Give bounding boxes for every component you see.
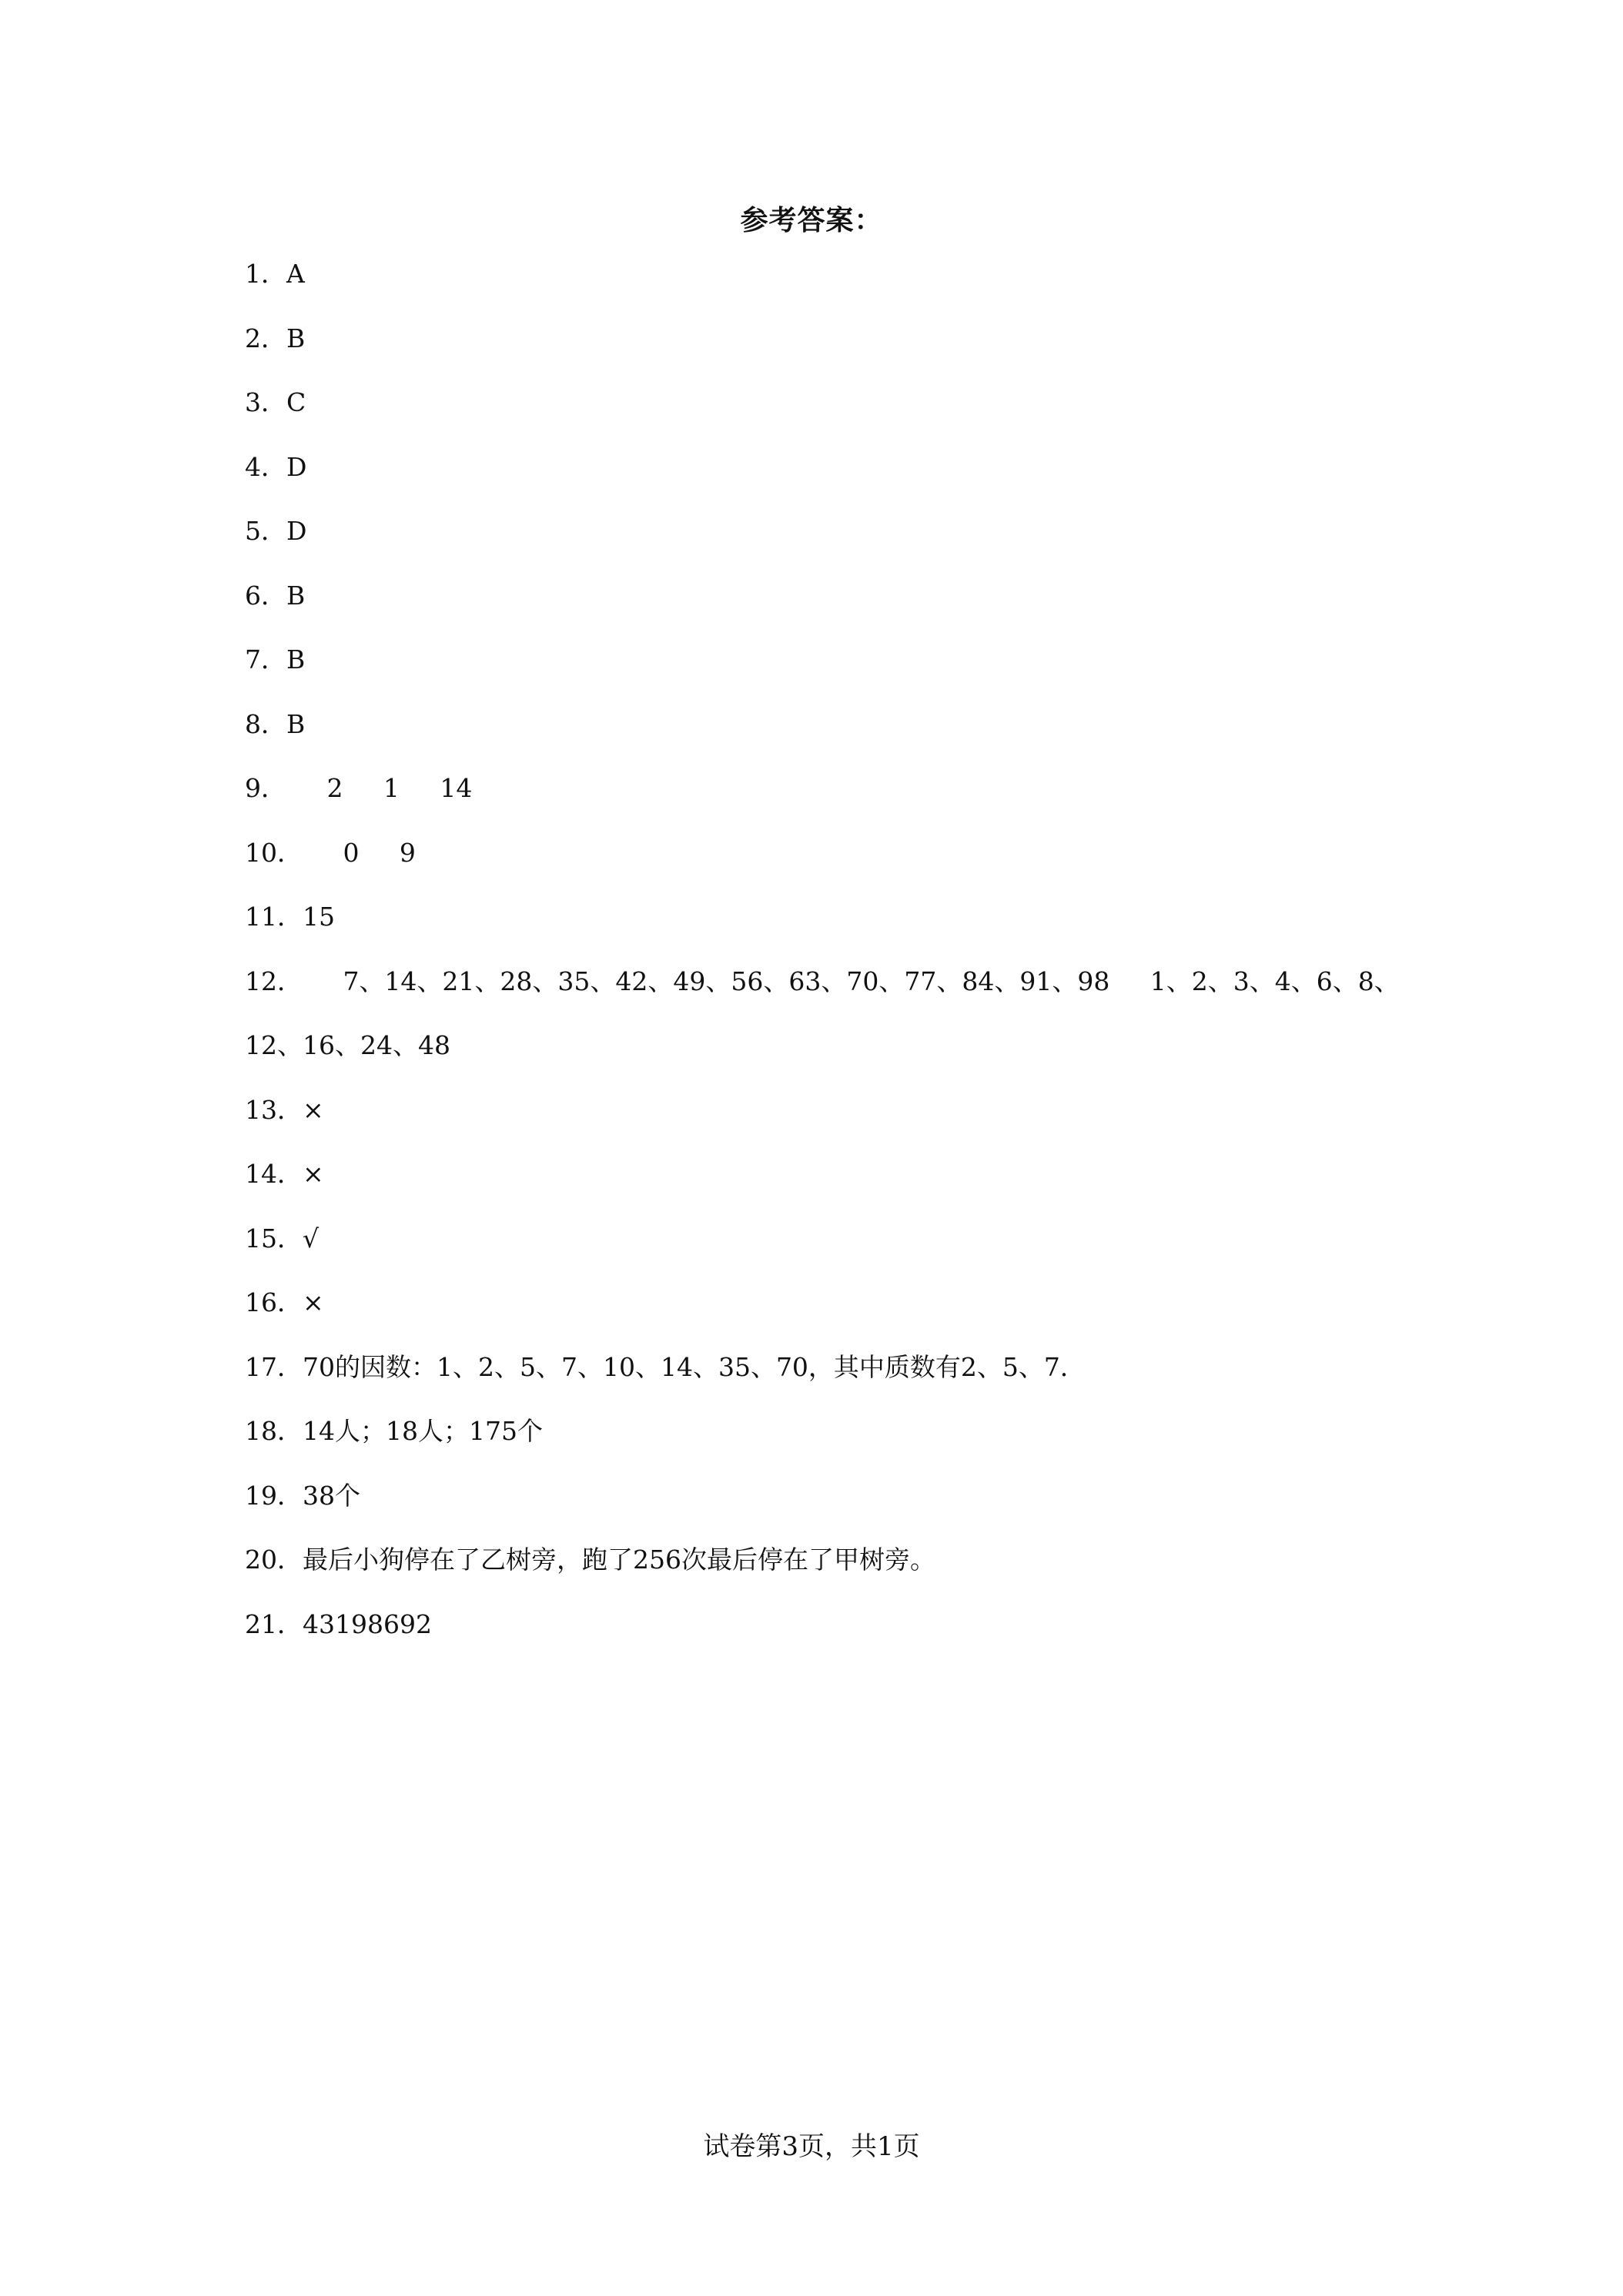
page-title: 参考答案： [740,204,883,236]
answer-item-9: 9． 2 1 14 [245,773,473,803]
answer-item-2: 2．B [245,323,306,353]
answer-item-12-continued: 12、16、24、48 [245,1030,450,1060]
answer-item-6: 6．B [245,580,306,611]
answer-item-16: 16．× [245,1287,324,1317]
answer-item-13: 13．× [245,1094,324,1125]
answer-item-8: 8．B [245,708,306,739]
page-footer: 试卷第3页，共1页 [703,2131,920,2162]
answer-item-1: 1．A [245,259,305,289]
answer-list [245,254,1400,1668]
answer-item-7: 7．B [245,644,306,674]
answer-item-3: 3．C [245,387,306,417]
answer-item-11: 11．15 [245,902,335,932]
answer-item-4: 4．D [245,451,307,482]
answer-item-15: 15．√ [245,1223,320,1253]
answer-item-10: 10． 0 9 [245,837,416,868]
answer-item-5: 5．D [245,516,307,546]
answer-item-21: 21．43198692 [245,1608,432,1639]
answer-item-17: 17．70的因数：1、2、5、7、10、14、35、70，其中质数有2、5、7． [245,1351,1086,1382]
answer-item-18: 18．14人；18人；175个 [245,1416,543,1446]
answer-item-12: 12． 7、14、21、28、35、42、49、56、63、70、77、84、91、98 1、2、3、4、6、8、 [245,966,1400,996]
answer-item-19: 19．38个 [245,1480,360,1511]
answer-item-20: 20．最后小狗停在了乙树旁，跑了256次最后停在了甲树旁。 [245,1545,935,1575]
answer-item-14: 14．× [245,1159,324,1189]
